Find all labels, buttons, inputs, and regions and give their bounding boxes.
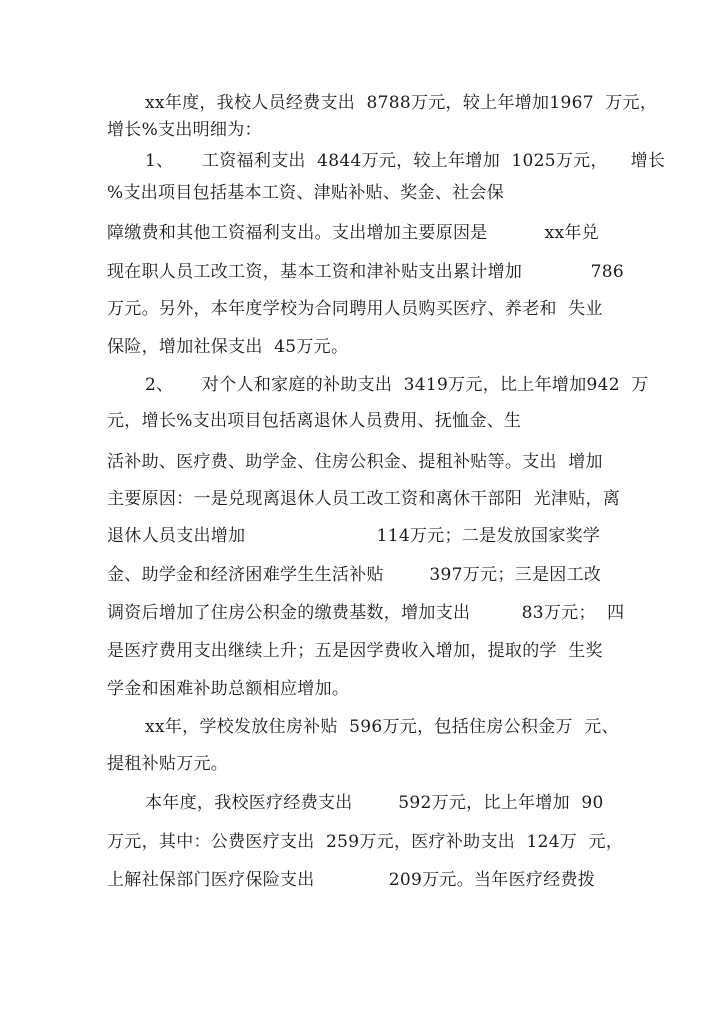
text-line: 退休人员支出增加 114万元；二是发放国家奖学 <box>107 526 601 546</box>
text-line: 障缴费和其他工资福利支出。支出增加主要原因是 xx年兑 <box>107 223 600 243</box>
text-line: %支出项目包括基本工资、津贴补贴、奖金、社会保 <box>107 183 505 203</box>
text-line: 金、助学金和经济困难学生生活补贴 397万元；三是因工改 <box>107 565 602 585</box>
text-line: 上解社保部门医疗保险支出 209万元。当年医疗经费拨 <box>107 870 596 890</box>
text-line: 增长%支出明细为： <box>107 120 262 140</box>
text-line: 本年度，我校医疗经费支出 592万元，比上年增加 90 <box>145 793 604 813</box>
text-line: 现在职人员工改工资，基本工资和津补贴支出累计增加 786 <box>107 262 624 282</box>
text-line: 调资后增加了住房公积金的缴费基数，增加支出 83万元； 四 <box>107 603 625 623</box>
text-line: xx年，学校发放住房补贴 596万元，包括住房公积金万 元、 <box>145 717 619 737</box>
text-line: 万元，其中：公费医疗支出 259万元，医疗补助支出 124万 元， <box>107 832 624 852</box>
text-line: xx年度，我校人员经费支出 8788万元，较上年增加1967 万元， <box>145 93 658 113</box>
text-line: 2、 对个人和家庭的补助支出 3419万元，比上年增加942 万 <box>145 375 649 395</box>
text-line: 1、 工资福利支出 4844万元，较上年增加 1025万元， 增长 <box>145 151 666 171</box>
text-line: 活补助、医疗费、助学金、住房公积金、提租补贴等。支出 增加 <box>107 452 603 472</box>
text-line: 主要原因：一是兑现离退休人员工改工资和离休干部阳 光津贴，离 <box>107 489 621 509</box>
text-line: 是医疗费用支出继续上升；五是因学费收入增加，提取的学 生奖 <box>107 641 603 661</box>
text-line: 元，增长%支出项目包括离退休人员费用、抚恤金、生 <box>107 411 522 431</box>
text-line: 学金和困难补助总额相应增加。 <box>107 679 350 699</box>
text-line: 保险，增加社保支出 45万元。 <box>107 337 349 357</box>
text-line: 提租补贴万元。 <box>107 754 229 774</box>
text-line: 万元。另外，本年度学校为合同聘用人员购买医疗、养老和 失业 <box>107 299 603 319</box>
